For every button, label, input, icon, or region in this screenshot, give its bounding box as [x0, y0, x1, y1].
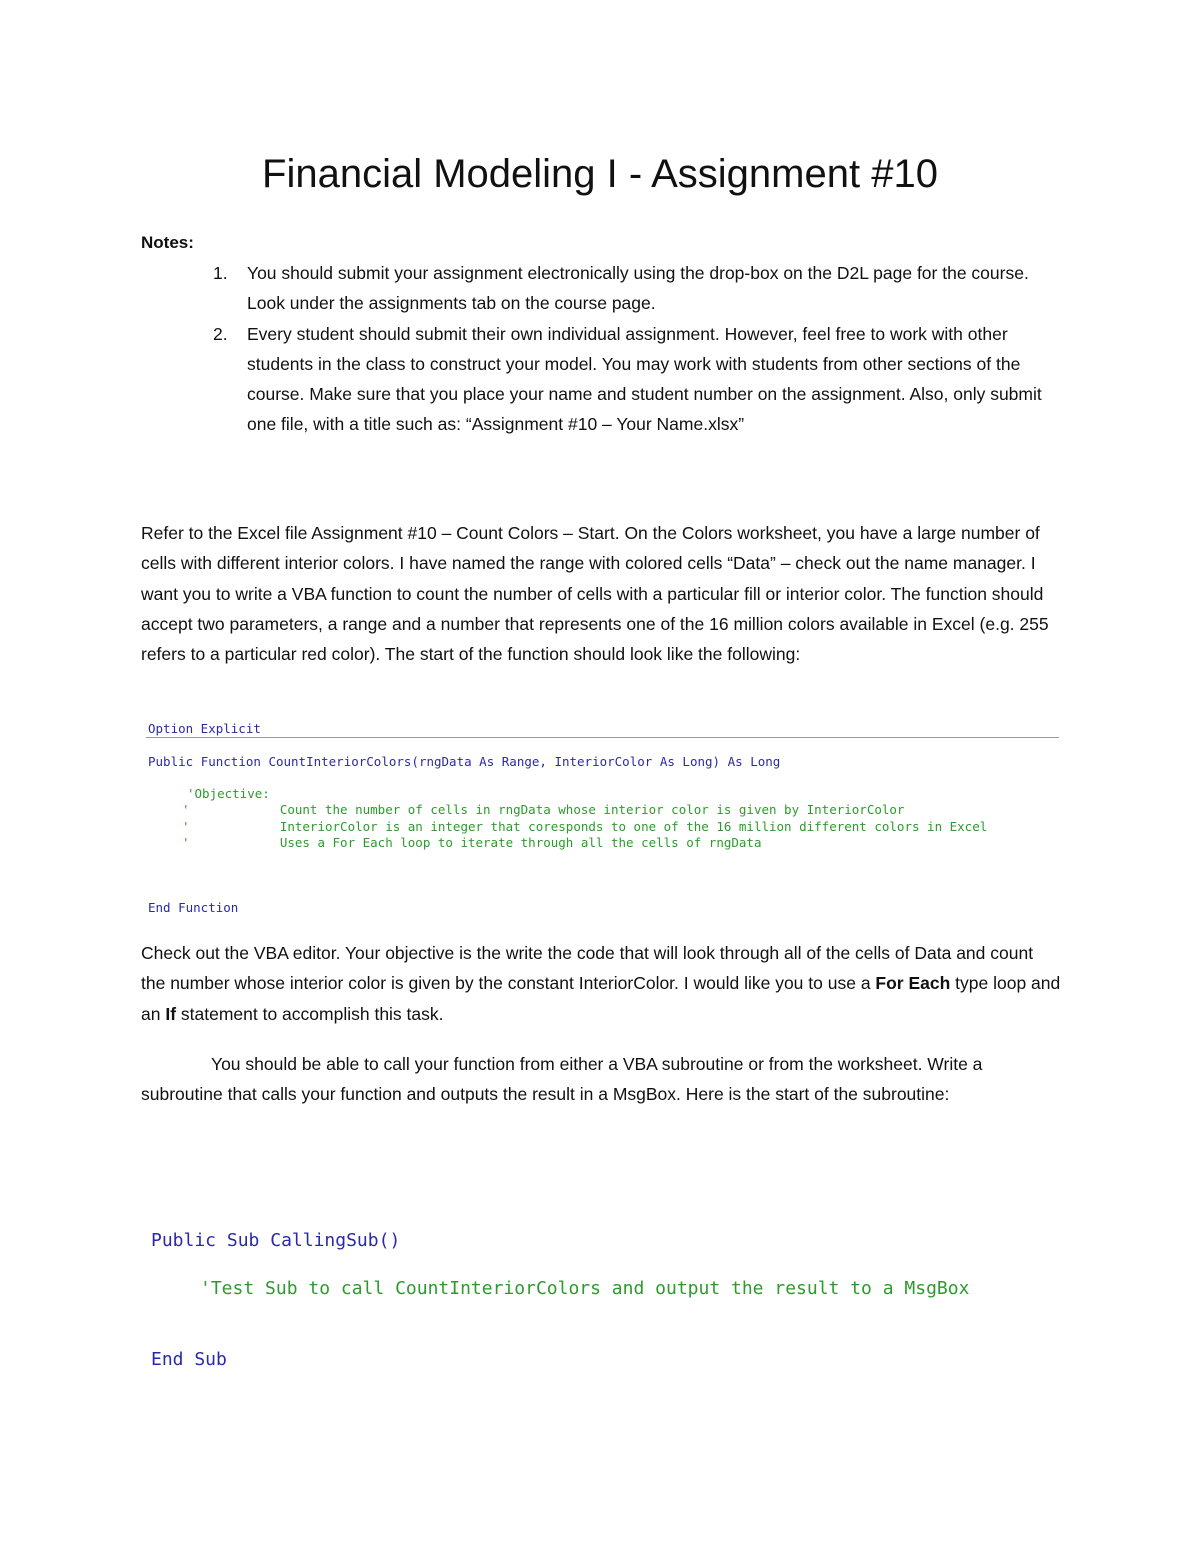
notes-label: Notes: — [141, 233, 194, 252]
code-comment-line: ' Uses a For Each loop to iterate through all the cells of rngData — [182, 835, 762, 850]
code-divider — [146, 737, 1059, 738]
list-item — [141, 319, 1061, 440]
notes-list — [141, 258, 1061, 440]
code-comment-line: ' Count the number of cells in rngData whose interior color is given by InteriorColor — [182, 802, 905, 817]
code-end-sub: End Sub — [151, 1349, 227, 1370]
editor-paragraph: Check out the VBA editor. Your objective is the write the code that will look through all of the cells of Data and count the number whose interior color is given by the constant InteriorColor. I would like you to use a For Each type loop and an If statement to accomplish this task. — [141, 943, 1061, 1024]
list-item-number: 1. — [213, 263, 228, 283]
code-comment-line: ' InteriorColor is an integer that coresponds to one of the 16 million different colors in Excel — [182, 819, 988, 834]
list-item-text: You should submit your assignment electronically using the drop-box on the D2L page for the course. Look under the assignments tab on the course page. — [247, 263, 1029, 314]
code-comment-objective: 'Objective: — [187, 786, 270, 801]
document-title: Financial Modeling I - Assignment #10 — [262, 152, 938, 196]
list-item-number: 2. — [213, 323, 228, 344]
code-option-explicit: Option Explicit — [148, 721, 261, 736]
code-end-function: End Function — [148, 900, 239, 915]
code-sub-comment: 'Test Sub to call CountInteriorColors and output the result to a MsgBox — [200, 1278, 970, 1299]
subroutine-paragraph: You should be able to call your function from either a VBA subroutine or from the worksheet. Write a subroutine that calls your function and outputs the result in a MsgBox. Here is the start of the subroutine: — [141, 1054, 983, 1105]
list-item-text: Every student should submit their own individual assignment. However, feel free to work with other students in the class to construct your model. You may work with students from other sections of the course. Make sure that you place your name and student number on the assignment. Also, only submit one file, with a title such as: “Assignment #10 – Your Name.xlsx” — [247, 323, 1042, 435]
code-sub-signature: Public Sub CallingSub() — [151, 1230, 401, 1251]
code-function-signature: Public Function CountInteriorColors(rngData As Range, InteriorColor As Long) As Long — [148, 754, 781, 769]
list-item — [141, 258, 1061, 319]
intro-paragraph: Refer to the Excel file Assignment #10 – Count Colors – Start. On the Colors worksheet, you have a large number of cells with different interior colors. I have named the range with colored cells “Data” – check out the name manager. I want you to write a VBA function to count the number of cells with a particular fill or interior color. The function should accept two parameters, a range and a number that represents one of the 16 million colors available in Excel (e.g. 255 refers to a particular red color). The start of the function should look like the following: — [141, 523, 1049, 665]
